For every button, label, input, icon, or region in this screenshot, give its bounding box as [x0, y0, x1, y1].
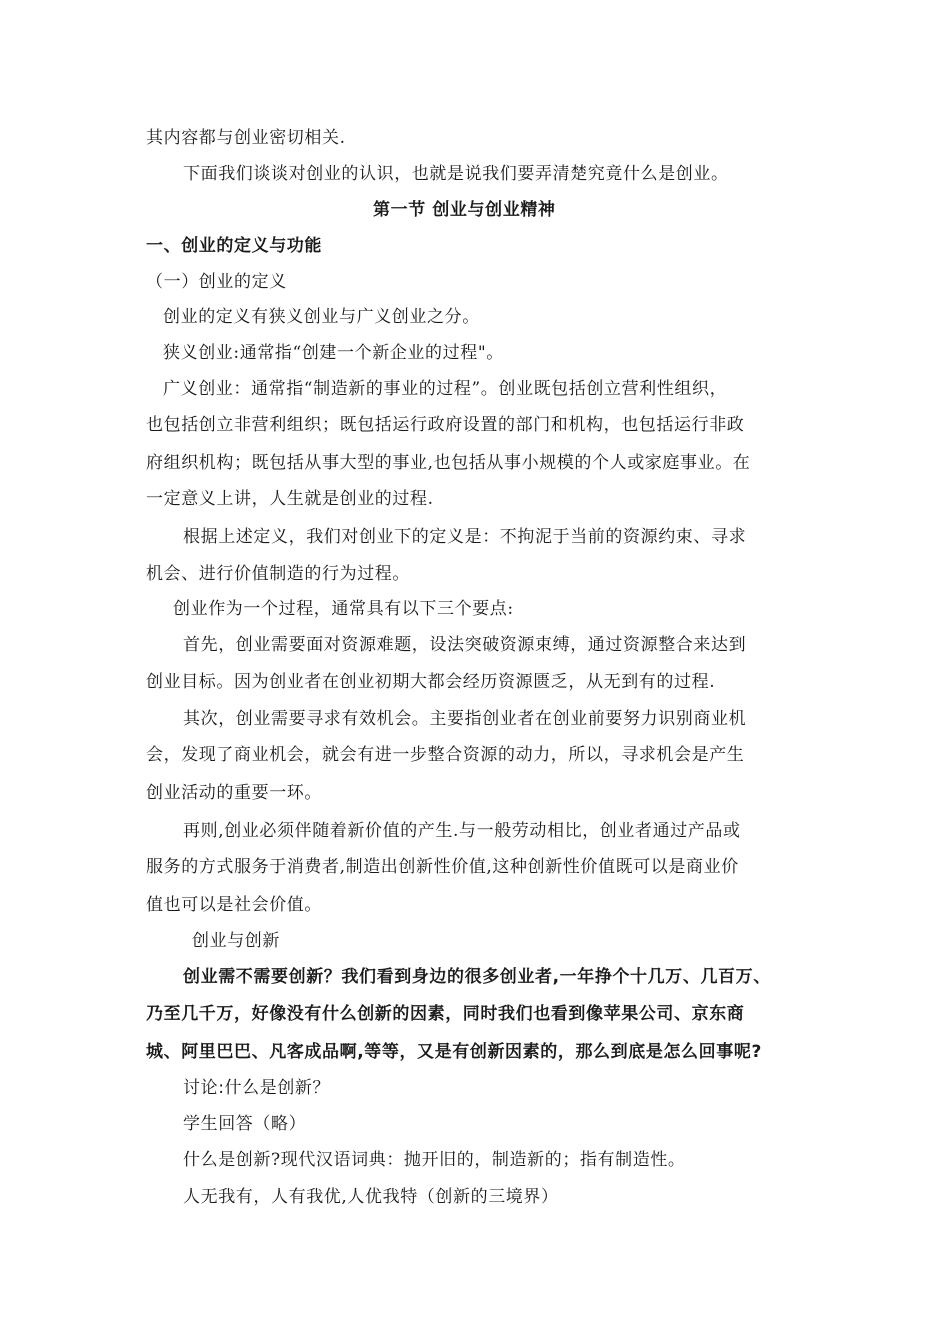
text-line: 创业的定义有狭义创业与广义创业之分。 [163, 307, 480, 327]
text-line: 创业作为一个过程，通常具有以下三个要点: [173, 599, 514, 619]
text-line: 学生回答（略） [183, 1114, 307, 1134]
text-line: 人无我有，人有我优,人优我特（创新的三境界） [183, 1187, 559, 1207]
text-line: 服务的方式服务于消费者,制造出创新性价值,这种创新性价值既可以是商业价 [146, 857, 739, 877]
text-line: 机会、进行价值制造的行为过程。 [146, 564, 410, 584]
text-line: 会，发现了商业机会，就会有进一步整合资源的动力，所以，寻求机会是产生 [146, 745, 745, 765]
text-line-bold: 城、阿里巴巴、凡客成品啊,等等，又是有创新因素的，那么到底是怎么回事呢? [146, 1042, 762, 1062]
text-line: 讨论:什么是创新？ [183, 1078, 331, 1098]
text-line: 根据上述定义，我们对创业下的定义是：不拘泥于当前的资源约束、寻求 [183, 527, 747, 547]
text-line: 一定意义上讲，人生就是创业的过程. [146, 489, 434, 509]
text-line: 首先，创业需要面对资源难题，设法突破资源束缚，通过资源整合来达到 [183, 635, 747, 655]
text-line-bold: 创业需不需要创新？我们看到身边的很多创业者,一年挣个十几万、几百万、 [183, 967, 771, 987]
text-line: 其次，创业需要寻求有效机会。主要指创业者在创业前要努力识别商业机 [183, 709, 747, 729]
text-line: 狭义创业:通常指“创建一个新企业的过程"。 [163, 343, 504, 363]
topic-heading: 创业与创新 [192, 931, 280, 951]
text-line: 创业活动的重要一环。 [146, 783, 322, 803]
text-line: 再则,创业必须伴随着新价值的产生.与一般劳动相比，创业者通过产品或 [183, 821, 741, 841]
text-line: 下面我们谈谈对创业的认识，也就是说我们要弄清楚究竟什么是创业。 [183, 164, 729, 184]
text-line: 广义创业：通常指“制造新的事业的过程”。创业既包括创立营利性组织， [163, 379, 728, 399]
text-line: 也包括创立非营利组织；既包括运行政府设置的部门和机构，也包括运行非政 [146, 415, 745, 435]
subsection-heading: 一、创业的定义与功能 [146, 236, 322, 256]
text-line: 值也可以是社会价值。 [146, 895, 322, 915]
text-line: 什么是创新?现代汉语词典：抛开旧的，制造新的；指有制造性。 [183, 1150, 686, 1170]
section-title: 第一节 创业与创业精神 [373, 200, 556, 220]
text-line: 府组织机构；既包括从事大型的事业,也包括从事小规模的个人或家庭事业。在 [146, 453, 751, 473]
sub-subsection-heading: （一）创业的定义 [146, 272, 287, 292]
text-line-bold: 乃至几千万，好像没有什么创新的因素，同时我们也看到像苹果公司、京东商 [146, 1004, 745, 1024]
text-line: 创业目标。因为创业者在创业初期大都会经历资源匮乏，从无到有的过程. [146, 672, 716, 692]
text-line: 其内容都与创业密切相关. [146, 128, 346, 148]
